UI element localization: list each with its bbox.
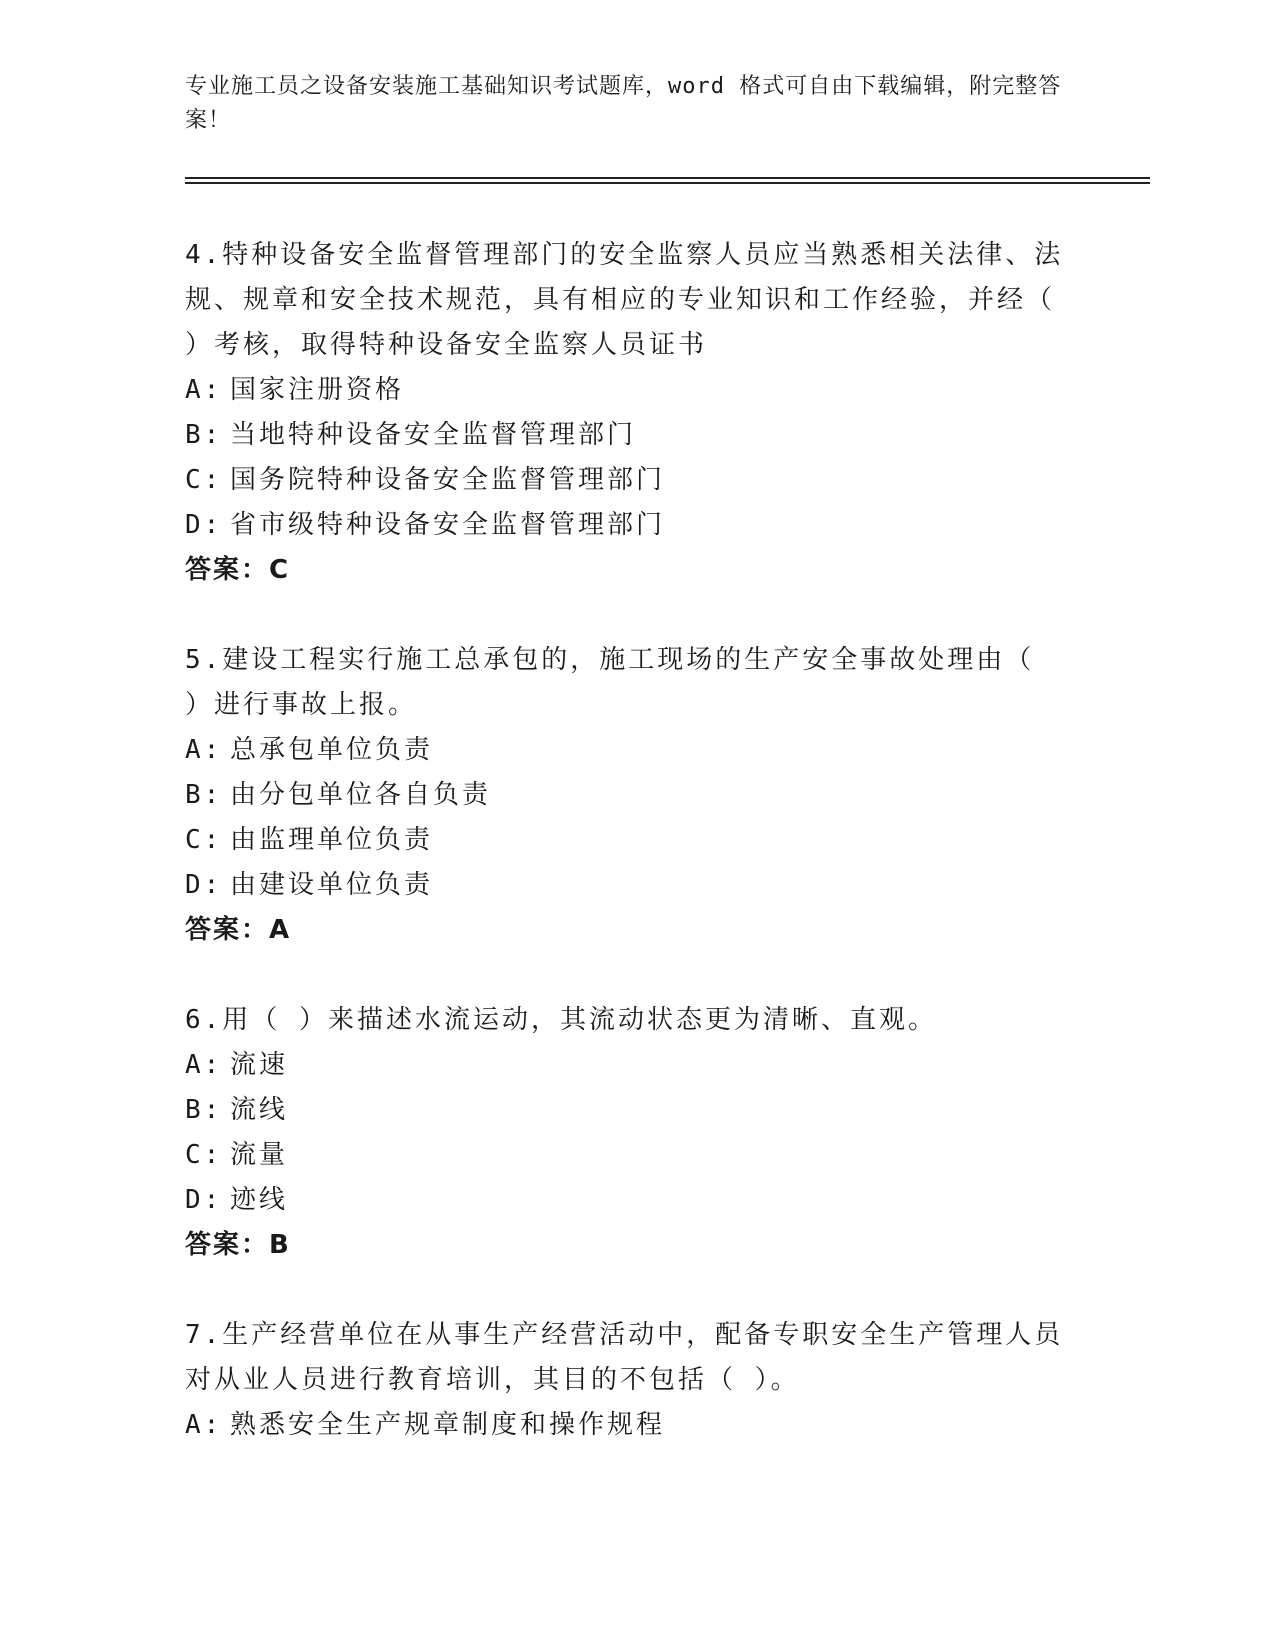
answer-line: 答案：B xyxy=(185,1230,291,1260)
question-stem: 5.建设工程实行施工总承包的，施工现场的生产安全事故处理由（ ）进行事故上报。 xyxy=(185,645,1035,720)
option-text: 总承包单位负责 xyxy=(230,735,434,765)
option-d xyxy=(185,863,1065,908)
option-d xyxy=(185,1178,1065,1223)
option-text: 由监理单位负责 xyxy=(230,825,434,855)
option-text: 流量 xyxy=(230,1140,289,1170)
option-key: B: xyxy=(185,420,223,450)
option-text: 由分包单位各自负责 xyxy=(230,780,492,810)
option-c xyxy=(185,458,1065,503)
question-stem: 6.用（ ）来描述水流运动，其流动状态更为清晰、直观。 xyxy=(185,1005,937,1035)
option-key: C: xyxy=(185,825,223,855)
option-key: A: xyxy=(185,1410,223,1440)
option-c xyxy=(185,818,1065,863)
question-item xyxy=(185,233,1065,593)
answer-line: 答案：A xyxy=(185,915,292,945)
option-a xyxy=(185,1043,1065,1088)
option-d xyxy=(185,503,1065,548)
option-text: 当地特种设备安全监督管理部门 xyxy=(230,420,637,450)
option-text: 熟悉安全生产规章制度和操作规程 xyxy=(230,1410,666,1440)
question-item xyxy=(185,998,1065,1268)
option-key: C: xyxy=(185,465,223,495)
option-key: C: xyxy=(185,1140,223,1170)
option-key: B: xyxy=(185,780,223,810)
option-a xyxy=(185,1403,1065,1448)
question-stem: 4.特种设备安全监督管理部门的安全监察人员应当熟悉相关法律、法规、规章和安全技术规范，具有相应的专业知识和工作经验，并经（ ）考核，取得特种设备安全监察人员证书 xyxy=(185,240,1064,360)
option-text: 流速 xyxy=(230,1050,289,1080)
option-key: A: xyxy=(185,375,223,405)
option-text: 由建设单位负责 xyxy=(230,870,434,900)
question-stem: 7.生产经营单位在从事生产经营活动中，配备专职安全生产管理人员对从业人员进行教育培训，其目的不包括（ ）。 xyxy=(185,1320,1064,1395)
option-b xyxy=(185,1088,1065,1133)
question-item xyxy=(185,638,1065,953)
option-key: A: xyxy=(185,1050,223,1080)
header-divider-bottom xyxy=(185,182,1150,184)
question-item xyxy=(185,1313,1065,1448)
option-text: 省市级特种设备安全监督管理部门 xyxy=(230,510,666,540)
header-divider-top xyxy=(185,177,1150,179)
answer-line: 答案：C xyxy=(185,555,291,585)
option-text: 流线 xyxy=(230,1095,289,1125)
option-text: 迹线 xyxy=(230,1185,289,1215)
option-c xyxy=(185,1133,1065,1178)
option-b xyxy=(185,413,1065,458)
option-text: 国务院特种设备安全监督管理部门 xyxy=(230,465,666,495)
option-a xyxy=(185,368,1065,413)
option-key: D: xyxy=(185,1185,223,1215)
option-b xyxy=(185,773,1065,818)
option-key: D: xyxy=(185,510,223,540)
question-list xyxy=(185,233,1065,1493)
option-key: A: xyxy=(185,735,223,765)
option-a xyxy=(185,728,1065,773)
document-header: 专业施工员之设备安装施工基础知识考试题库，word 格式可自由下载编辑，附完整答案！ xyxy=(185,74,1062,133)
option-key: B: xyxy=(185,1095,223,1125)
option-text: 国家注册资格 xyxy=(230,375,405,405)
option-key: D: xyxy=(185,870,223,900)
